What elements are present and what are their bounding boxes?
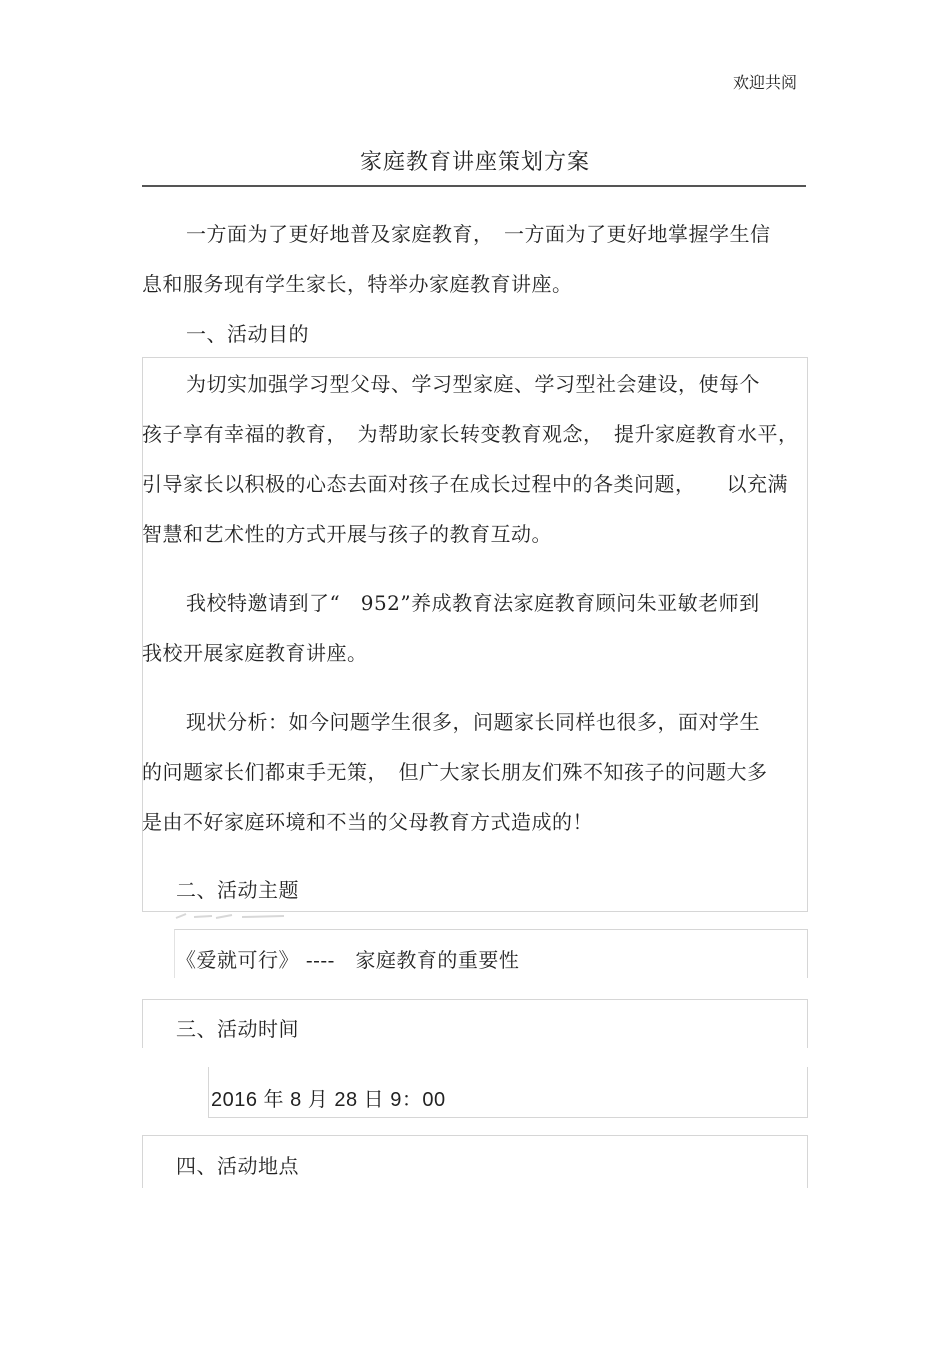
theme-text: 《爱就可行》 ---- 家庭教育的重要性 xyxy=(176,948,520,972)
scan-artifact xyxy=(172,908,290,924)
analysis-paragraph-line: 现状分析：如今问题学生很多，问题家长同样也很多，面对学生 xyxy=(186,710,760,734)
header-note: 欢迎共阅 xyxy=(733,73,798,92)
invitation-paragraph-line: 我校特邀请到了“ 952”养成教育法家庭教育顾问朱亚敏老师到 xyxy=(186,591,760,615)
section-heading-theme: 二、活动主题 xyxy=(176,878,299,902)
analysis-paragraph-line: 是由不好家庭环境和不当的父母教育方式造成的！ xyxy=(142,810,593,834)
purpose-paragraph-line: 孩子享有幸福的教育， 为帮助家长转变教育观念， 提升家庭教育水平， xyxy=(142,422,799,446)
document-title: 家庭教育讲座策划方案 xyxy=(359,150,590,175)
purpose-paragraph-line: 引导家长以积极的心态去面对孩子在成长过程中的各类问题， 以充满 xyxy=(142,472,788,496)
analysis-paragraph-line: 的问题家长们都束手无策， 但广大家长朋友们殊不知孩子的问题大多 xyxy=(142,760,768,784)
intro-line-2: 息和服务现有学生家长，特举办家庭教育讲座。 xyxy=(142,272,573,296)
section-heading-time: 三、活动时间 xyxy=(176,1017,299,1041)
invitation-paragraph-line: 我校开展家庭教育讲座。 xyxy=(142,641,368,665)
section-heading-purpose: 一、活动目的 xyxy=(186,322,309,346)
event-datetime: 2016 年 8 月 28 日 9：00 xyxy=(211,1089,446,1111)
purpose-paragraph-line: 为切实加强学习型父母、学习型家庭、学习型社会建设，使每个 xyxy=(186,372,760,396)
purpose-paragraph-line: 智慧和艺术性的方式开展与孩子的教育互动。 xyxy=(142,522,552,546)
intro-line-1: 一方面为了更好地普及家庭教育， 一方面为了更好地掌握学生信 xyxy=(186,222,771,246)
title-underline xyxy=(142,185,806,187)
section-heading-place: 四、活动地点 xyxy=(176,1154,299,1178)
